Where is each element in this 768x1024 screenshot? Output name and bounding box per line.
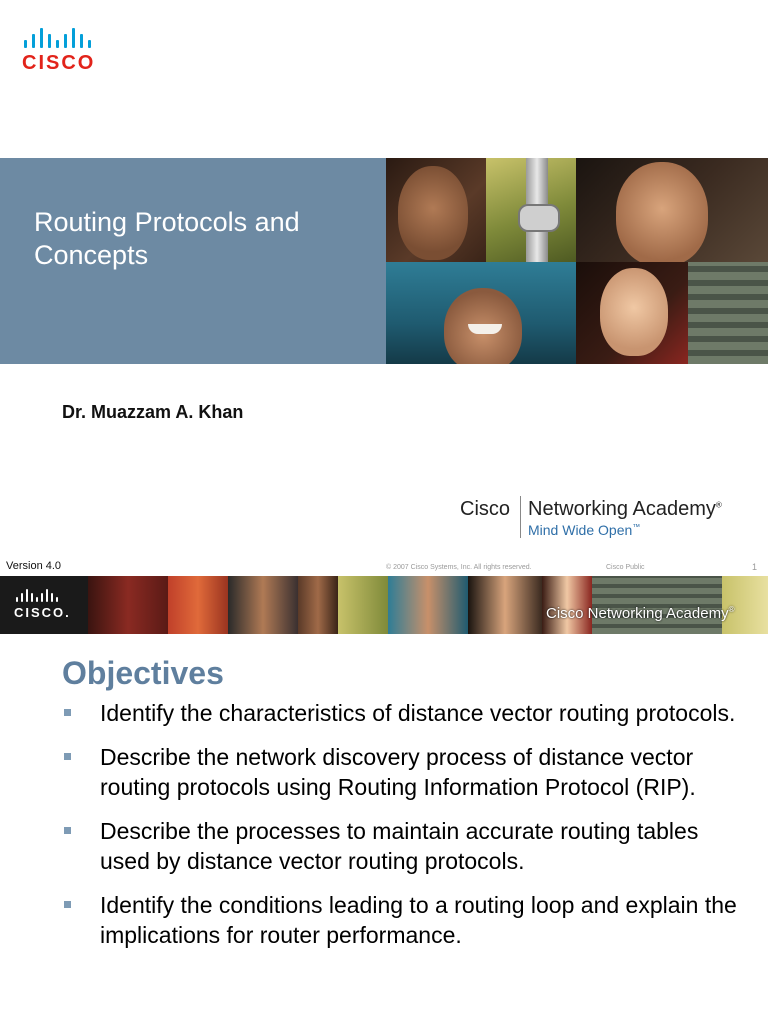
brand-tagline: Mind Wide Open™: [528, 522, 641, 538]
cisco-logo: [22, 24, 122, 76]
footer-copyright: © 2007 Cisco Systems, Inc. All rights reserved.: [386, 564, 532, 571]
objectives-list: [60, 698, 740, 964]
academy-brand: [458, 496, 758, 542]
strip-academy-label: Cisco Networking Academy®: [546, 605, 735, 622]
cisco-logo-word: CISCO: [22, 52, 96, 74]
title-band: [0, 158, 386, 364]
strip-photo-3: [228, 576, 298, 634]
photo-young-man: [386, 158, 486, 262]
footer-version: Version 4.0: [6, 560, 62, 572]
list-item: Describe the network discovery process of distance vector routing protocols using Routing Information Protocol (RIP).: [60, 742, 740, 802]
cisco-logo-white: [14, 588, 71, 620]
photo-smiling-woman: [576, 262, 688, 364]
header-photo-strip: [0, 576, 768, 634]
strip-photo-7: [468, 576, 542, 634]
strip-photo-1: [88, 576, 168, 634]
square-bullet-icon: [64, 753, 71, 760]
strip-photo-6: [388, 576, 468, 634]
photo-skateboard: [486, 158, 576, 262]
slide-title: Routing Protocols and Concepts: [34, 207, 300, 270]
footer-page-number: 1: [752, 562, 758, 572]
list-item: Describe the processes to maintain accurate routing tables used by distance vector routing protocols.: [60, 816, 740, 876]
photo-collage: [386, 158, 768, 364]
cisco-logo-word: CISCO.: [14, 605, 71, 620]
list-item: Identify the characteristics of distance vector routing protocols.: [60, 698, 740, 728]
objectives-heading: Objectives: [62, 655, 224, 691]
brand-academy: Networking Academy®: [528, 498, 722, 520]
author-name: Dr. Muazzam A. Khan: [62, 402, 244, 422]
strip-photo-5: [338, 576, 388, 634]
brand-divider: [520, 496, 521, 538]
square-bullet-icon: [64, 901, 71, 908]
cisco-bridge-logo-icon: [22, 24, 122, 48]
brand-cisco: Cisco: [460, 498, 511, 520]
photo-smiling-man: [576, 158, 768, 262]
strip-photo-2: [168, 576, 228, 634]
photo-bus-background: [688, 262, 768, 364]
square-bullet-icon: [64, 709, 71, 716]
strip-photo-4: [298, 576, 338, 634]
footer-classification: Cisco Public: [606, 564, 645, 571]
cisco-bridge-logo-icon: [14, 588, 71, 602]
photo-hooded-person: [386, 262, 576, 364]
list-item: Identify the conditions leading to a routing loop and explain the implications for router performance.: [60, 890, 740, 950]
square-bullet-icon: [64, 827, 71, 834]
